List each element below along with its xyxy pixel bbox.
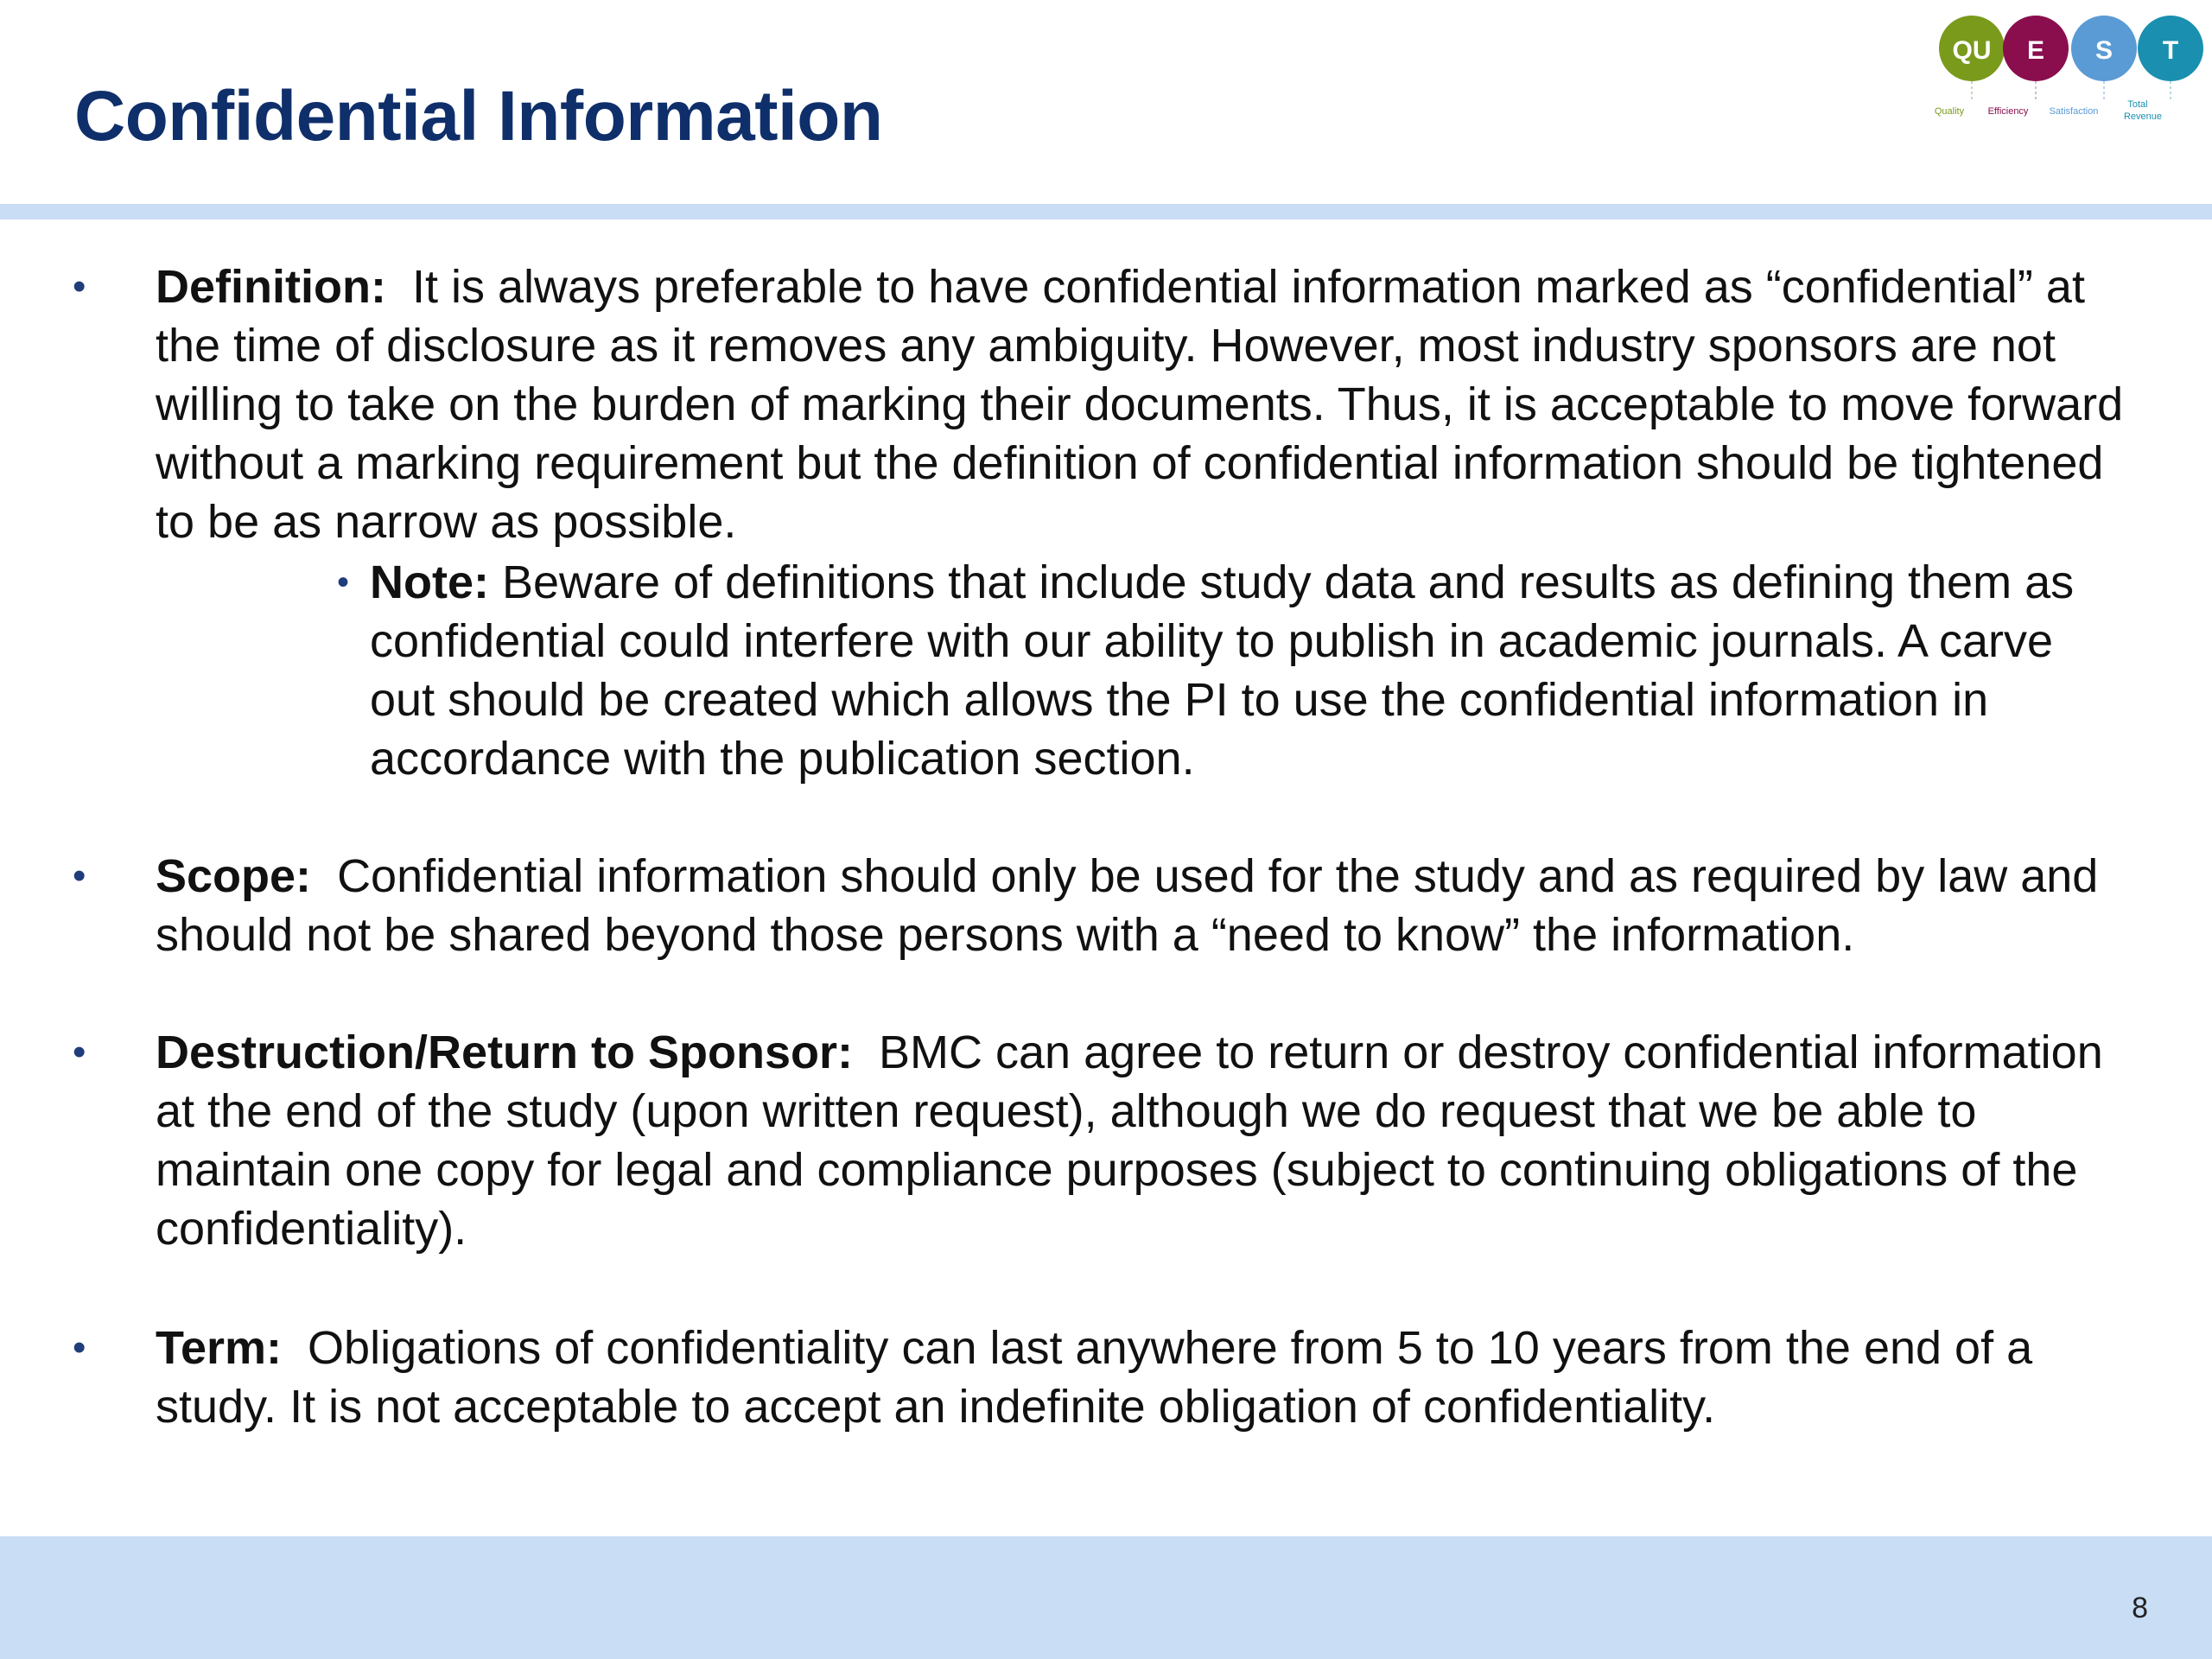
logo-caption-efficiency: Efficiency: [1987, 106, 2029, 117]
bullet-lead: Destruction/Return to Sponsor:: [156, 1027, 853, 1078]
logo-caption-quality: Quality: [1934, 106, 1965, 117]
page-number: 8: [2132, 1592, 2148, 1624]
sub-bullet-lead: Note:: [370, 556, 489, 608]
logo-caption-satisfaction: Satisfaction: [2049, 106, 2099, 117]
logo-label-e: E: [2026, 36, 2045, 65]
logo-label-s: S: [2094, 36, 2113, 65]
bullet-definition: [73, 257, 2126, 551]
logo-caption-total: Total: [2127, 99, 2148, 110]
logo-label-qu: QU: [1952, 36, 1992, 65]
logo-label-t: T: [2162, 36, 2179, 65]
bullet-text: Confidential information should only be used for the study and as required by law and should not be shared beyond those persons with a “need to know” the information.: [156, 850, 2099, 961]
page-title: Confidential Information: [74, 77, 883, 156]
bullet-dot-icon: •: [73, 265, 86, 308]
bullet-dot-icon: •: [73, 1326, 86, 1369]
bullet-lead: Term:: [156, 1322, 283, 1374]
sub-bullet-dot-icon: •: [337, 563, 350, 601]
bullet-text: Obligations of confidentiality can last anywhere from 5 to 10 years from the end of a study. It is not acceptable to accept an indefinite obligation of confidentiality.: [156, 1322, 2033, 1433]
footer-band: [0, 1536, 2212, 1659]
bullet-lead: Scope:: [156, 850, 312, 902]
logo-caption-revenue: Revenue: [2123, 111, 2163, 122]
bullet-text: BMC can agree to return or destroy confidential information at the end of the study (upon written request), although we do request that we be able to maintain one copy for legal and compliance purposes (subject to continuing obligations of the confidentiality).: [156, 1027, 2103, 1255]
sub-bullet-note: [337, 553, 2098, 788]
bullet-text: It is always preferable to have confidential information marked as “confidential” at the time of disclosure as it removes any ambiguity. However, most industry sponsors are not willing to take on the burden of marking their documents. Thus, it is acceptable to move forward without a marking requirement but the definition of confidential information should be tightened to be as narrow as possible.: [156, 261, 2124, 548]
bullet-dot-icon: •: [73, 1031, 86, 1073]
sub-bullet-text: Beware of definitions that include study data and results as defining them as confidential could interfere with our ability to publish in academic journals. A carve out should be created which allows the PI to use the confidential information in accordance with the publication section.: [370, 556, 2075, 785]
quest-logo: [1927, 5, 2212, 135]
bullet-dot-icon: •: [73, 855, 86, 897]
bullet-scope: [73, 847, 2126, 964]
bullet-destruction-return: [73, 1023, 2126, 1258]
bullet-lead: Definition:: [156, 261, 386, 313]
header-divider: [0, 204, 2212, 219]
bullet-term: [73, 1319, 2126, 1436]
